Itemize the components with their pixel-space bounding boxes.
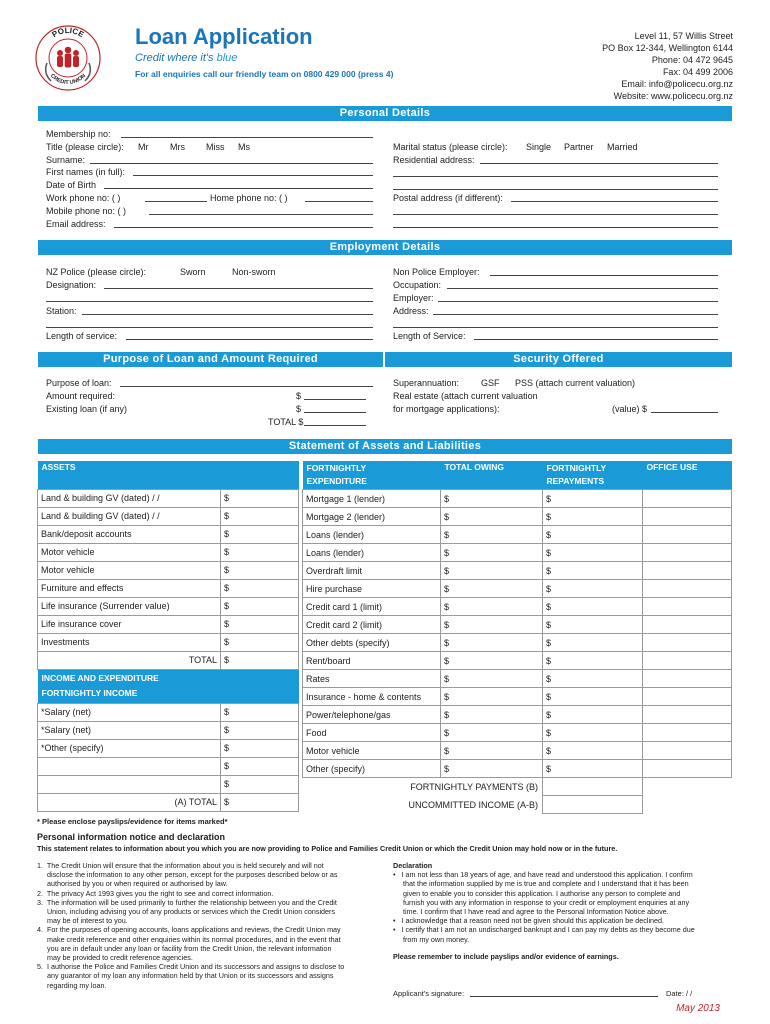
total-owing-field[interactable]: $ (441, 742, 543, 760)
notice-heading: Personal information notice and declaration (37, 832, 226, 842)
postal-field-2[interactable] (393, 214, 718, 215)
amount-dollar: $ (296, 391, 302, 401)
asset-value-field[interactable]: $ (221, 525, 299, 543)
occupation-field[interactable] (447, 288, 718, 289)
asset-value-field[interactable]: $ (221, 597, 299, 615)
total-owing-field[interactable]: $ (441, 598, 543, 616)
purpose-total-label: TOTAL $ (268, 417, 304, 427)
asset-value-field[interactable]: $ (221, 561, 299, 579)
income-header-line2: FORTNIGHTLY INCOME (41, 687, 138, 698)
tagline (135, 52, 237, 64)
repayment-field[interactable]: $ (543, 598, 643, 616)
mobile-label: Mobile phone no: ( ) (46, 206, 127, 216)
liability-row (303, 598, 732, 616)
income-value-field[interactable]: $ (221, 757, 299, 775)
liability-label: Credit card 2 (limit) (303, 616, 441, 634)
empty-cell (643, 778, 732, 796)
declaration-item-line: that the information supplied by me is true and complete and I understand that it has been (393, 879, 689, 889)
logo-bottom-text: CREDIT UNION (48, 73, 88, 87)
non-police-employer-field[interactable] (490, 275, 718, 276)
total-owing-header: TOTAL OWING (441, 461, 543, 490)
work-phone-field[interactable] (145, 201, 207, 202)
nz-police-label: NZ Police (please circle): (46, 267, 147, 277)
residential-field-2[interactable] (393, 176, 718, 177)
office-use-field (643, 670, 732, 688)
office-use-field (643, 616, 732, 634)
total-owing-field[interactable]: $ (441, 490, 543, 508)
office-use-field (643, 562, 732, 580)
personal-details-heading: Personal Details (38, 106, 732, 121)
employer-field[interactable] (438, 301, 718, 302)
employer-address-field-2[interactable] (393, 327, 718, 328)
repayment-field[interactable]: $ (543, 490, 643, 508)
statement-heading: Statement of Assets and Liabilities (38, 439, 732, 454)
residential-field[interactable] (480, 163, 718, 164)
email-field[interactable] (114, 227, 373, 228)
occupation-label: Occupation: (393, 280, 442, 290)
liability-row (303, 742, 732, 760)
liability-row (303, 616, 732, 634)
email-label: Email address: (46, 219, 106, 229)
asset-label: Motor vehicle (38, 561, 221, 579)
liability-row (303, 544, 732, 562)
income-row (38, 721, 299, 739)
office-use-field (643, 688, 732, 706)
income-row (38, 739, 299, 757)
declaration-item-line: • I certify that I am not an undischarged bankrupt and I can pay my debts as they become due (393, 925, 695, 935)
total-owing-field[interactable]: $ (441, 688, 543, 706)
repayment-field[interactable]: $ (543, 652, 643, 670)
title-mr[interactable]: Mr (138, 142, 149, 152)
home-phone-field[interactable] (305, 201, 373, 202)
length-service-2-label: Length of Service: (393, 331, 466, 341)
superannuation-label: Superannuation: (393, 378, 460, 388)
repayment-field[interactable]: $ (543, 580, 643, 598)
notice-items (37, 861, 382, 990)
asset-value-field[interactable]: $ (221, 579, 299, 597)
declaration-heading: Declaration (393, 861, 433, 870)
existing-loan-label: Existing loan (if any) (46, 404, 128, 414)
total-owing-field[interactable]: $ (441, 616, 543, 634)
notice-subheading: This statement relates to information about you which you are now providing to Police and Families Credit Union or which the Credit Union may hold now or in the future. (37, 844, 618, 853)
pss-option[interactable]: PSS (attach current valuation) (515, 378, 636, 388)
employer-label: Employer: (393, 293, 434, 303)
title-mrs[interactable]: Mrs (170, 142, 185, 152)
asset-label: Life insurance (Surrender value) (38, 597, 221, 615)
repayment-field[interactable]: $ (543, 670, 643, 688)
postal-label: Postal address (if different): (393, 193, 503, 203)
office-use-header: OFFICE USE (643, 461, 732, 490)
mobile-field[interactable] (149, 214, 373, 215)
footer-date: May 2013 (676, 1003, 720, 1014)
asset-label: Motor vehicle (38, 543, 221, 561)
total-owing-field[interactable]: $ (441, 670, 543, 688)
payslips-note: * Please enclose payslips/evidence for items marked* (37, 817, 228, 826)
notice-item-line: authorised by you or when required or authorised by law. (37, 879, 228, 889)
fortnightly-expenditure-line2: EXPENDITURE (306, 476, 367, 486)
declaration-item-line: • I acknowledge that a reason need not be given should this application be declined. (393, 916, 665, 926)
declaration-block (393, 861, 733, 961)
office-use-field (643, 508, 732, 526)
purpose-field[interactable] (120, 386, 373, 387)
notice-item-line: 1. The Credit Union will ensure that the information about you is held securely and will not (37, 861, 324, 870)
liability-label: Mortgage 1 (lender) (303, 490, 441, 508)
signature-label: Applicant's signature: (393, 989, 465, 998)
total-owing-field[interactable]: $ (441, 760, 543, 778)
date-label[interactable]: Date: / / (666, 989, 693, 998)
page-title: Loan Application (135, 24, 313, 49)
asset-value-field[interactable]: $ (221, 615, 299, 633)
liability-row (303, 490, 732, 508)
asset-row (38, 597, 299, 615)
office-use-field (643, 652, 732, 670)
surname-field[interactable] (90, 163, 373, 164)
income-value-field[interactable]: $ (221, 739, 299, 757)
purpose-heading: Purpose of Loan and Amount Required (38, 352, 383, 367)
liability-label: Rent/board (303, 652, 441, 670)
declaration-item-line: time. I confirm that I have read and agree to the Personal Information Notice above. (393, 907, 669, 917)
liability-label: Other debts (specify) (303, 634, 441, 652)
station-label: Station: (46, 306, 77, 316)
real-estate-label: Real estate (attach current valuation (393, 391, 538, 401)
fortnightly-repayments-header (543, 461, 643, 490)
marital-label: Marital status (please circle): (393, 142, 508, 152)
non-police-employer-label: Non Police Employer: (393, 267, 480, 277)
purpose-total-field[interactable] (304, 425, 366, 426)
liability-row (303, 508, 732, 526)
liability-row (303, 760, 732, 778)
income-label: *Salary (net) (38, 703, 221, 721)
repayment-field[interactable]: $ (543, 634, 643, 652)
total-owing-field[interactable]: $ (441, 652, 543, 670)
a-total-field[interactable]: $ (221, 793, 299, 811)
notice-item-line: 2. The privacy Act 1993 gives you the right to see and correct information. (37, 888, 274, 898)
asset-label: Bank/deposit accounts (38, 525, 221, 543)
income-value-field[interactable]: $ (221, 721, 299, 739)
title-ms[interactable]: Ms (238, 142, 250, 152)
notice-item-line: Union, including advising you of any products or services which the Credit Union considers (37, 907, 336, 917)
designation-field[interactable] (104, 288, 373, 289)
gsf-option[interactable]: GSF (481, 378, 500, 388)
home-phone-label: Home phone no: ( ) (210, 193, 288, 203)
employer-address-field[interactable] (433, 314, 718, 315)
notice-item-line: regarding my loan. (37, 980, 107, 990)
residential-field-3[interactable] (393, 189, 718, 190)
asset-label: Investments (38, 633, 221, 651)
purpose-label: Purpose of loan: (46, 378, 112, 388)
assets-total-row (38, 651, 299, 669)
office-use-field (643, 724, 732, 742)
office-use-field (643, 580, 732, 598)
asset-row (38, 633, 299, 651)
asset-label: Land & building GV (dated) / / (38, 507, 221, 525)
liability-label: Insurance - home & contents (303, 688, 441, 706)
station-field-2[interactable] (46, 327, 373, 328)
repayment-field[interactable]: $ (543, 616, 643, 634)
asset-row (38, 561, 299, 579)
fortnightly-expenditure-line1: FORTNIGHTLY (306, 463, 367, 473)
liability-row (303, 706, 732, 724)
value-field[interactable] (651, 412, 718, 413)
repayment-field[interactable]: $ (543, 724, 643, 742)
office-use-field (643, 634, 732, 652)
income-header-line1: INCOME AND EXPENDITURE (41, 672, 159, 683)
income-header (38, 669, 299, 703)
first-names-field[interactable] (133, 175, 373, 176)
uncommitted-label: UNCOMMITTED INCOME (A-B) (408, 799, 538, 810)
income-label[interactable] (38, 757, 221, 775)
fax: Fax: 04 499 2006 (662, 67, 733, 77)
asset-value-field[interactable]: $ (221, 507, 299, 525)
assets-total-label: TOTAL (38, 651, 221, 669)
liability-label: Power/telephone/gas (303, 706, 441, 724)
fortnightly-expenditure-header (303, 461, 441, 490)
income-row (38, 703, 299, 721)
total-owing-field[interactable]: $ (441, 634, 543, 652)
total-owing-field[interactable]: $ (441, 544, 543, 562)
notice-item-line: may be of interest to you. (37, 916, 128, 926)
liability-row (303, 562, 732, 580)
fortnightly-payments-label: FORTNIGHTLY PAYMENTS (B) (410, 781, 538, 792)
notice-item-line: you are in default under any loan or facility from the Credit Union, the relevant information (37, 943, 332, 953)
fortnightly-repayments-line2: REPAYMENTS (546, 476, 605, 486)
liability-label: Credit card 1 (limit) (303, 598, 441, 616)
postal-field-3[interactable] (393, 227, 718, 228)
fortnightly-repayments-line1: FORTNIGHTLY (546, 463, 607, 473)
office-use-field (643, 706, 732, 724)
enquiries-text: For all enquiries call our friendly team on 0800 429 000 (press 4) (135, 69, 394, 79)
office-use-field (643, 598, 732, 616)
income-label: *Other (specify) (38, 739, 221, 757)
liability-label: Mortgage 2 (lender) (303, 508, 441, 526)
a-total-label: (A) TOTAL (38, 793, 221, 811)
liability-label: Motor vehicle (303, 742, 441, 760)
declaration-item-line: from my own money. (393, 934, 470, 944)
assets-table (37, 461, 299, 812)
first-names-label: First names (in full): (46, 167, 126, 177)
value-label: (value) $ (612, 404, 648, 414)
surname-label: Surname: (46, 155, 86, 165)
uncommitted-field[interactable] (543, 796, 643, 814)
office-use-field (643, 526, 732, 544)
logo-top-text: POLICE (50, 25, 86, 40)
liabilities-table (302, 461, 732, 814)
notice-item-line: disclose the information to any other person, except for the purposes described below or as (37, 870, 338, 880)
asset-value-field[interactable]: $ (221, 633, 299, 651)
designation-label: Designation: (46, 280, 97, 290)
office-use-field (643, 490, 732, 508)
tagline-text: Credit where it's (135, 52, 217, 64)
sworn-option[interactable]: Sworn (180, 267, 206, 277)
asset-row (38, 579, 299, 597)
total-owing-field[interactable]: $ (441, 562, 543, 580)
asset-row (38, 525, 299, 543)
asset-value-field[interactable]: $ (221, 489, 299, 507)
declaration-items (393, 870, 733, 944)
notice-item-line: any guarantor of my loan any information held by that Union or its successors and assigns (37, 971, 334, 981)
length-service-label: Length of service: (46, 331, 118, 341)
marital-partner[interactable]: Partner (564, 142, 594, 152)
assets-total-field[interactable]: $ (221, 651, 299, 669)
declaration-item-line: given to enable you to consider this application. I authorise any person to complete and (393, 888, 681, 898)
repayment-field[interactable]: $ (543, 508, 643, 526)
repayment-field[interactable]: $ (543, 760, 643, 778)
assets-header: ASSETS (38, 461, 299, 489)
asset-value-field[interactable]: $ (221, 543, 299, 561)
notice-item-line: make credit reference and other enquiries within its normal procedures, and in the event that (37, 934, 341, 944)
security-heading: Security Offered (385, 352, 732, 367)
station-field[interactable] (82, 314, 373, 315)
liability-row (303, 580, 732, 598)
office-use-field (643, 544, 732, 562)
liability-label: Other (specify) (303, 760, 441, 778)
signature-field[interactable] (470, 996, 658, 997)
income-row (38, 757, 299, 775)
remember-note: Please remember to include payslips and/or evidence of earnings. (393, 951, 619, 961)
total-owing-field[interactable]: $ (441, 508, 543, 526)
membership-label: Membership no: (46, 129, 111, 139)
empty-cell (643, 796, 732, 814)
liability-row (303, 670, 732, 688)
notice-item-line: 3. The information will be used primarily to further the relationship between you and the Credit (37, 897, 337, 907)
non-sworn-option[interactable]: Non-sworn (232, 267, 276, 277)
income-value-field[interactable]: $ (221, 703, 299, 721)
total-owing-field[interactable]: $ (441, 724, 543, 742)
marital-single[interactable]: Single (526, 142, 552, 152)
existing-loan-field[interactable] (304, 412, 366, 413)
dob-label: Date of Birth (46, 180, 97, 190)
repayment-field[interactable]: $ (543, 706, 643, 724)
total-owing-field[interactable]: $ (441, 526, 543, 544)
repayment-field[interactable]: $ (543, 544, 643, 562)
employer-address-label: Address: (393, 306, 429, 316)
asset-row (38, 543, 299, 561)
existing-dollar: $ (296, 404, 302, 414)
income-value-field[interactable]: $ (221, 775, 299, 793)
liability-row (303, 688, 732, 706)
amount-required-field[interactable] (304, 399, 366, 400)
work-phone-label: Work phone no: ( ) (46, 193, 121, 203)
residential-label: Residential address: (393, 155, 475, 165)
address-line: Level 11, 57 Willis Street (634, 31, 733, 41)
membership-field[interactable] (121, 137, 373, 138)
title-label: Title (please circle): (46, 142, 124, 152)
asset-row (38, 489, 299, 507)
liability-label: Food (303, 724, 441, 742)
dob-field[interactable] (104, 188, 373, 189)
liability-label: Hire purchase (303, 580, 441, 598)
notice-item-line: 5. I authorise the Police and Families Credit Union and its successors and assigns to disclose to (37, 962, 345, 972)
declaration-item-line: • I am not less than 18 years of age, and have read and understood this application. I confirm (393, 870, 693, 880)
notice-item-line: may be provided to credit reference agencies. (37, 953, 193, 963)
liability-label: Overdraft limit (303, 562, 441, 580)
repayment-field[interactable]: $ (543, 688, 643, 706)
total-owing-field[interactable]: $ (441, 706, 543, 724)
liability-row (303, 526, 732, 544)
repayment-field[interactable]: $ (543, 562, 643, 580)
income-row (38, 775, 299, 793)
police-credit-union-logo (33, 23, 103, 93)
income-label: *Salary (net) (38, 721, 221, 739)
repayment-field[interactable]: $ (543, 526, 643, 544)
liability-label: Rates (303, 670, 441, 688)
total-owing-field[interactable]: $ (441, 580, 543, 598)
office-use-field (643, 742, 732, 760)
liability-row (303, 724, 732, 742)
mortgage-label: for mortgage applications): (393, 404, 500, 414)
liability-row (303, 652, 732, 670)
repayment-field[interactable]: $ (543, 742, 643, 760)
contact-address (602, 30, 733, 102)
declaration-item-line: furnish you with any information in response to your credit or employment enquiries at any (393, 897, 690, 907)
postal-field[interactable] (511, 201, 718, 202)
liability-row (303, 634, 732, 652)
phone: Phone: 04 472 9645 (651, 55, 733, 65)
fortnightly-payments-field[interactable] (543, 778, 643, 796)
liability-label: Loans (lender) (303, 544, 441, 562)
asset-label: Land & building GV (dated) / / (38, 489, 221, 507)
amount-required-label: Amount required: (46, 391, 116, 401)
asset-row (38, 615, 299, 633)
length-service-2-field[interactable] (474, 339, 718, 340)
liability-label: Loans (lender) (303, 526, 441, 544)
notice-item-line: 4. For the purposes of opening accounts, loans applications and reviews, the Credit Union may (37, 925, 341, 935)
address-line: PO Box 12-344, Wellington 6144 (602, 43, 733, 53)
asset-row (38, 507, 299, 525)
asset-label: Life insurance cover (38, 615, 221, 633)
title-miss[interactable]: Miss (206, 142, 225, 152)
office-use-field (643, 760, 732, 778)
asset-label: Furniture and effects (38, 579, 221, 597)
email: Email: info@policecu.org.nz (621, 79, 733, 89)
marital-married[interactable]: Married (607, 142, 638, 152)
website: Website: www.policecu.org.nz (613, 91, 733, 101)
employment-details-heading: Employment Details (38, 240, 732, 255)
tagline-highlight: blue (216, 52, 238, 64)
income-label[interactable] (38, 775, 221, 793)
designation-field-2[interactable] (46, 301, 373, 302)
length-service-field[interactable] (126, 339, 373, 340)
